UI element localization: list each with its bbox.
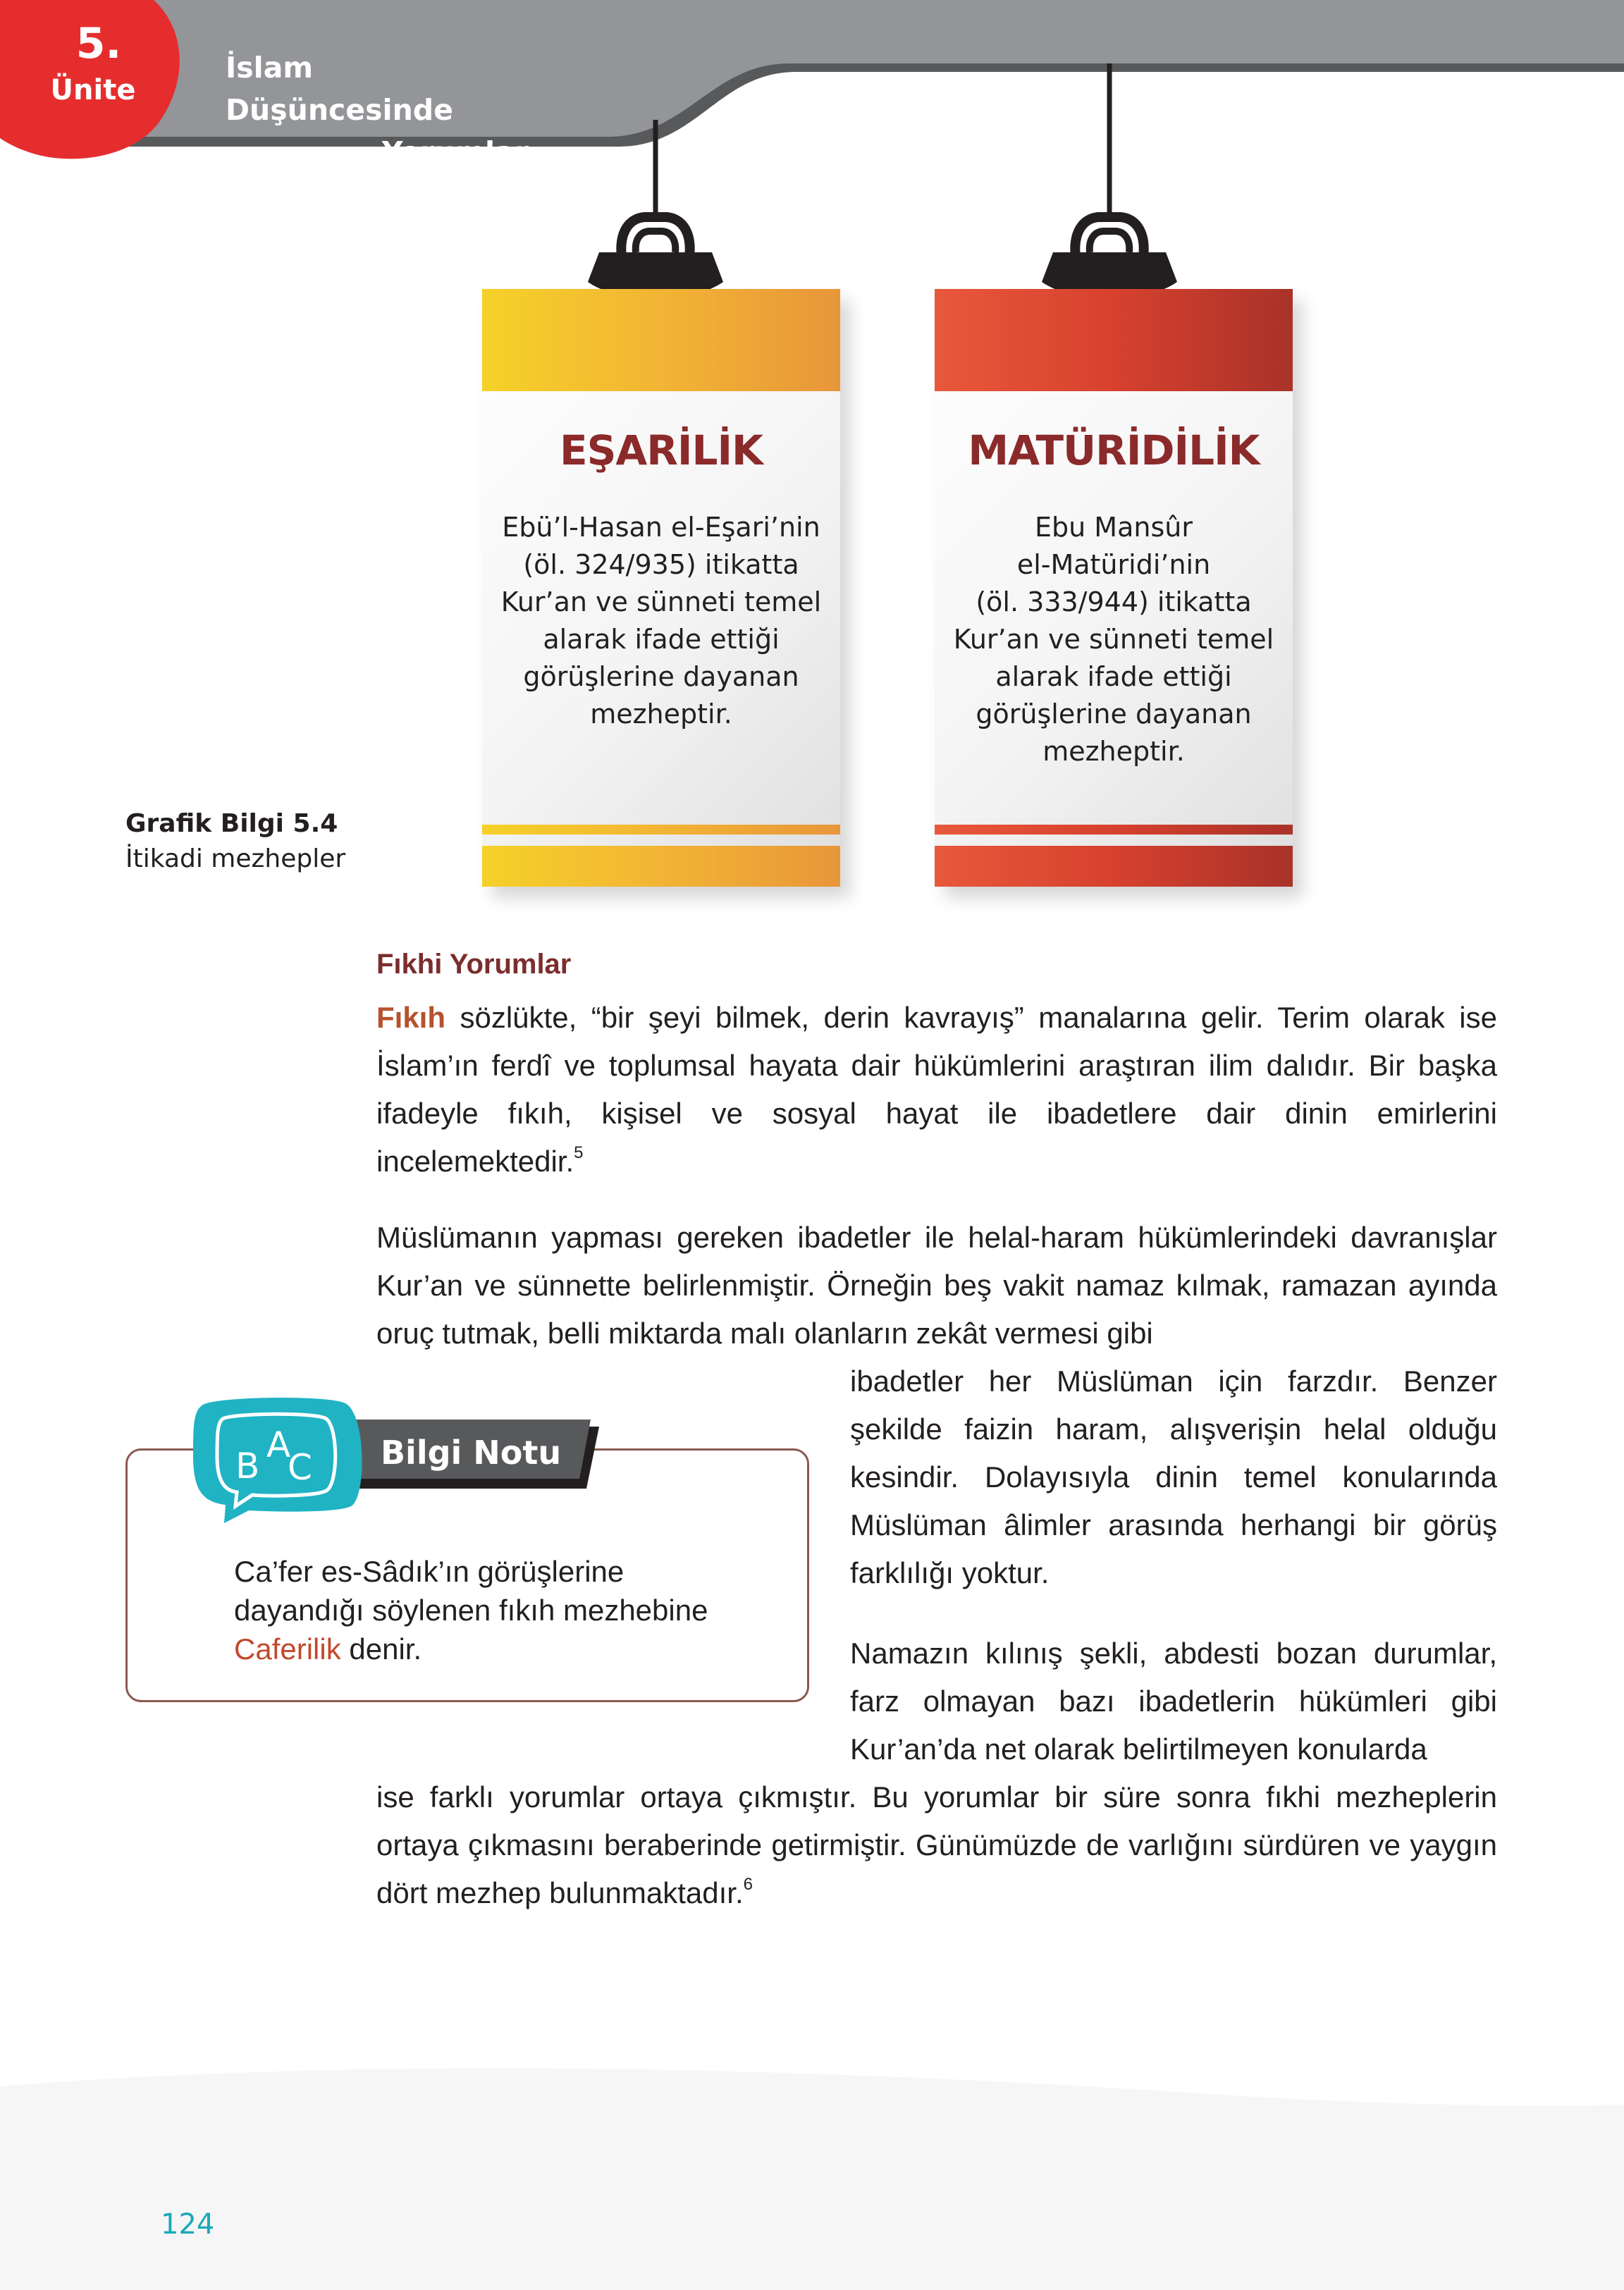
info-note-text bbox=[234, 1552, 756, 1668]
footnote-ref: 6 bbox=[743, 1875, 753, 1894]
graphic-caption-title: Grafik Bilgi 5.4 bbox=[125, 809, 338, 838]
svg-text:C: C bbox=[288, 1447, 312, 1488]
info-note-text-end: denir. bbox=[340, 1632, 422, 1666]
info-note-label: Bilgi Notu bbox=[381, 1434, 562, 1472]
paragraph-3-side-text: Namazın kılınış şekli, abdesti bozan durumlar, farz olmayan bazı ibadetlerin hükümleri gibi Kur’an’da net olarak belirtilmeyen konularda bbox=[850, 1637, 1497, 1766]
term-fikih: Fıkıh bbox=[376, 1001, 446, 1034]
svg-text:B: B bbox=[235, 1446, 260, 1486]
paragraph-2-side-text: ibadetler her Müslüman için farzdır. Benzer şekilde faizin haram, alışverişin helal olduğu kesindir. Dolayısıyla dinin temel konularında Müslüman âlimler arasında herhangi bir görüş farklılığı yoktur. bbox=[850, 1365, 1497, 1589]
footer-wave bbox=[0, 2044, 1624, 2290]
card-esarilik bbox=[482, 289, 840, 887]
paragraph-2 bbox=[376, 1214, 1497, 1358]
paragraph-1 bbox=[376, 994, 1497, 1186]
svg-text:A: A bbox=[266, 1424, 291, 1465]
graphic-caption-subtitle: İtikadi mezhepler bbox=[125, 844, 346, 873]
card-title: EŞARİLİK bbox=[559, 426, 763, 474]
card-body: Ebü’l-Hasan el-Eşari’nin (öl. 324/935) itikatta Kur’an ve sünneti temel alarak ifade ettiği görüşlerine dayanan mezheptir. bbox=[500, 512, 822, 730]
section-heading: Fıkhi Yorumlar bbox=[376, 949, 572, 980]
unit-number: 5. bbox=[75, 19, 122, 68]
card-stripe bbox=[935, 825, 1293, 835]
info-note-text-start: Ca’fer es-Sâdık’ın görüşlerine dayandığı söylenen fıkıh mezhebine bbox=[234, 1555, 708, 1627]
card-stripe bbox=[482, 825, 840, 835]
footnote-ref: 5 bbox=[574, 1143, 584, 1162]
unit-label: Ünite bbox=[50, 74, 136, 106]
page-number: 124 bbox=[161, 2208, 215, 2241]
card-body: Ebu Mansûr el-Matüridi’nin (öl. 333/944) itikatta Kur’an ve sünneti temel alarak ifade ettiği görüşlerine dayanan mezheptir. bbox=[953, 512, 1274, 767]
paragraph-1-text: sözlükte, “bir şeyi bilmek, derin kavrayış” manalarına gelir. Terim olarak ise İslam’ın ferdî ve toplumsal hayata dair hükümlerini araştıran ilim dalıdır. Bir başka ifadeyle fıkıh, kişisel ve sosyal hayat ile ibadetlere dair dinin emirlerini incelemektedir. bbox=[376, 1001, 1497, 1178]
paragraph-3 bbox=[850, 1630, 1497, 1773]
unit-title bbox=[226, 47, 529, 173]
card-title: MATÜRİDİLİK bbox=[968, 426, 1260, 474]
paragraph-3-continued bbox=[376, 1773, 1497, 1917]
unit-title-line2: Yorumlar bbox=[381, 135, 529, 169]
paragraph-2-continued bbox=[850, 1358, 1497, 1597]
card-top-band bbox=[935, 289, 1293, 391]
paragraph-2-text: Müslümanın yapması gereken ibadetler ile helal-haram hükümlerindeki davranışlar Kur’an ve sünnette belirlenmiştir. Örneğin beş vakit namaz kılmak, ramazan ayında oruç tutmak, belli miktarda malı olanların zekât vermesi gibi bbox=[376, 1221, 1497, 1350]
unit-title-line1: İslam Düşüncesinde bbox=[226, 51, 453, 127]
card-bottom-band bbox=[482, 846, 840, 887]
term-caferilik: Caferilik bbox=[234, 1632, 341, 1666]
card-top-band bbox=[482, 289, 840, 391]
card-bottom-band bbox=[935, 846, 1293, 887]
card-maturidilik bbox=[935, 289, 1293, 887]
paragraph-3-text: ise farklı yorumlar ortaya çıkmıştır. Bu yorumlar bir süre sonra fıkhi mezheplerin ortaya çıkmasını beraberinde getirmiştir. Günümüzde de varlığını sürdüren ve yaygın dört mezhep bulunmaktadır. bbox=[376, 1780, 1497, 1909]
abc-speech-bubble-icon bbox=[182, 1392, 372, 1526]
